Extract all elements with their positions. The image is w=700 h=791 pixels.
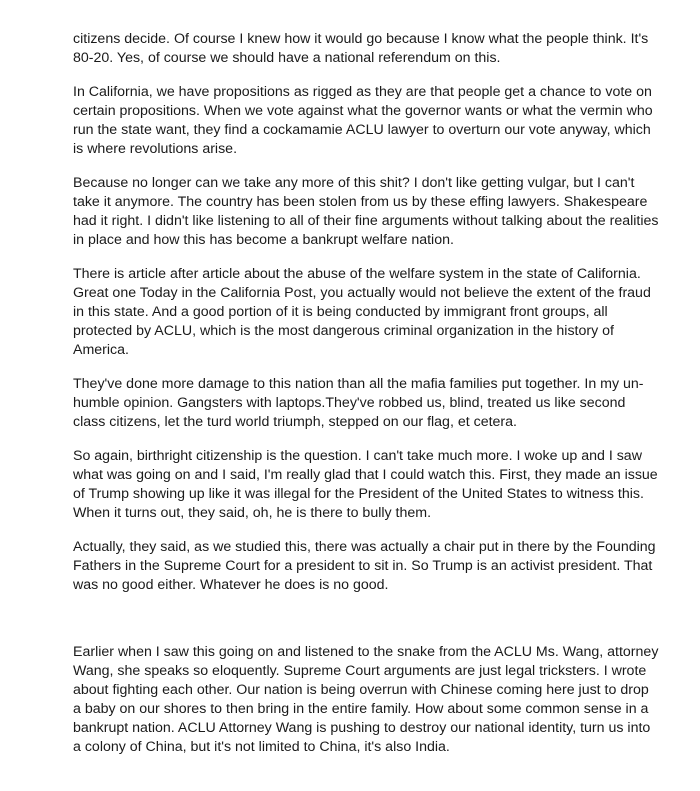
- paragraph-2: In California, we have propositions as rigged as they are that people get a chance to vote on certain propositions. When we vote against what the governor wants or what the vermin who run the state want, they find a cockamamie ACLU lawyer to overturn our vote anyway, which is where revolutions arise.: [73, 84, 653, 157]
- paragraph-1: citizens decide. Of course I knew how it would go because I know what the people think. It's 80-20. Yes, of course we should have a national referendum on this.: [73, 31, 649, 66]
- paragraph-8: Earlier when I saw this going on and listened to the snake from the ACLU Ms. Wang, attorney Wang, she speaks so eloquently. Supreme Court arguments are just legal tricksters. I wrote about fighting each other. Our nation is being overrun with Chinese coming here just to drop a baby on our shores to then bring in the entire family. How about some common sense in a bankrupt nation. ACLU Attorney Wang is pushing to destroy our national identity, turn us into a colony of China, but it's not limited to China, it's also India.: [73, 644, 659, 755]
- paragraph-5: They've done more damage to this nation than all the mafia families put together. In my un-humble opinion. Gangsters with laptops.They've robbed us, blind, treated us like second class citizens, let the turd world triumph, stepped on our flag, et cetera.: [73, 376, 644, 430]
- paragraph-6: So again, birthright citizenship is the question. I can't take much more. I woke up and I saw what was going on and I said, I'm really glad that I could watch this. First, they made an issue of Trump showing up like it was illegal for the President of the United States to witness this. When it turns out, they said, oh, he is there to bully them.: [73, 448, 658, 521]
- paragraph-4: There is article after article about the abuse of the welfare system in the state of California. Great one Today in the California Post, you actually would not believe the extent of the fraud in this state. And a good portion of it is being conducted by immigrant front groups, all protected by ACLU, which is the most dangerous criminal organization in the history of America.: [73, 266, 651, 358]
- paragraph-7: Actually, they said, as we studied this, there was actually a chair put in there by the Founding Fathers in the Supreme Court for a president to sit in. So Trump is an activist president. That was no good either. Whatever he does is no good.: [73, 539, 656, 593]
- paragraph-3: Because no longer can we take any more of this shit? I don't like getting vulgar, but I can't take it anymore. The country has been stolen from us by these effing lawyers. Shakespeare had it right. I didn't like listening to all of their fine arguments without talking about the realities in place and how this has become a bankrupt welfare nation.: [73, 175, 659, 248]
